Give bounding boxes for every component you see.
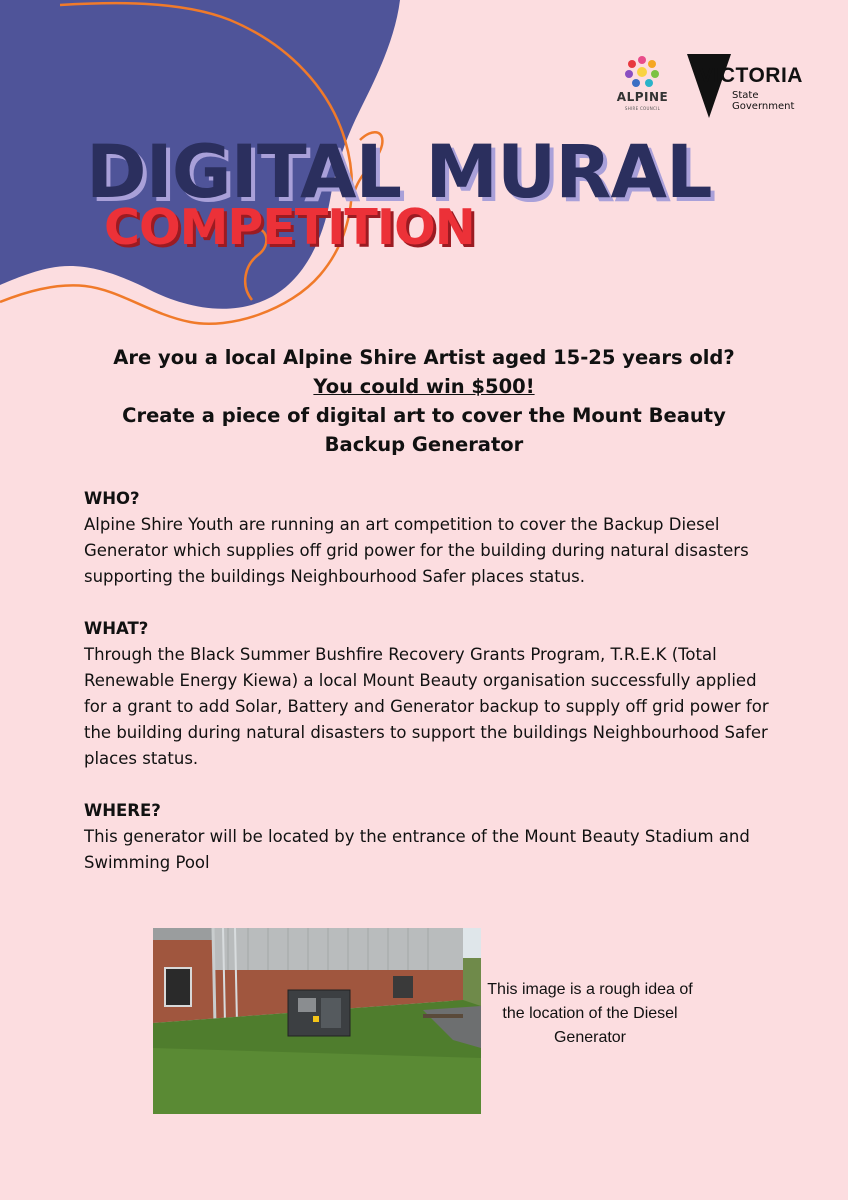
section-where-body: This generator will be located by the entrance of the Mount Beauty Stadium and Swimming Pool — [84, 827, 750, 872]
section-what — [84, 616, 774, 772]
title-competition: COMPETITION — [104, 199, 475, 256]
alpine-logo-text: ALPINE — [616, 90, 669, 104]
intro-task-line2: Backup Generator — [324, 433, 524, 456]
intro-task-line1: Create a piece of digital art to cover the Mount Beauty — [122, 404, 726, 427]
victoria-government-logo — [685, 52, 815, 122]
section-who-heading: WHO? — [84, 489, 140, 508]
section-where — [84, 798, 774, 876]
title-digital-mural: DIGITAL MURAL — [86, 130, 712, 215]
victoria-wordmark: VICTORIA — [699, 64, 803, 87]
alpine-logo-subtext: SHIRE COUNCIL — [624, 106, 661, 111]
section-who — [84, 486, 774, 590]
section-what-heading: WHAT? — [84, 619, 149, 638]
victoria-government-label: Government — [732, 101, 795, 112]
intro-block — [84, 343, 764, 459]
generator-location-photo — [153, 928, 481, 1114]
generator-photo-illustration — [153, 928, 481, 1114]
photo-caption: This image is a rough idea of the location of the Diesel Generator — [487, 981, 693, 1046]
victoria-state-label: State — [732, 90, 759, 101]
intro-question: Are you a local Alpine Shire Artist aged 15-25 years old? — [113, 346, 735, 369]
victoria-state-text — [732, 90, 794, 112]
alpine-flower-icon — [622, 54, 662, 90]
info-sections — [84, 486, 774, 902]
section-where-heading: WHERE? — [84, 801, 161, 820]
prize-text: You could win $500! — [313, 375, 535, 398]
logo-bar — [605, 52, 815, 122]
section-who-body: Alpine Shire Youth are running an art competition to cover the Backup Diesel Generator which supplies off grid power for the building during natural disasters supporting the buildings Neighbourhood Safer places status. — [84, 515, 749, 586]
section-what-body: Through the Black Summer Bushfire Recovery Grants Program, T.R.E.K (Total Renewable Energy Kiewa) a local Mount Beauty organisation successfully applied for a grant to add Solar, Battery and Generator backup to supply off grid power for the building during natural disasters to support the buildings Neighbourhood Safer places status. — [84, 645, 769, 768]
alpine-shire-logo — [605, 52, 680, 114]
